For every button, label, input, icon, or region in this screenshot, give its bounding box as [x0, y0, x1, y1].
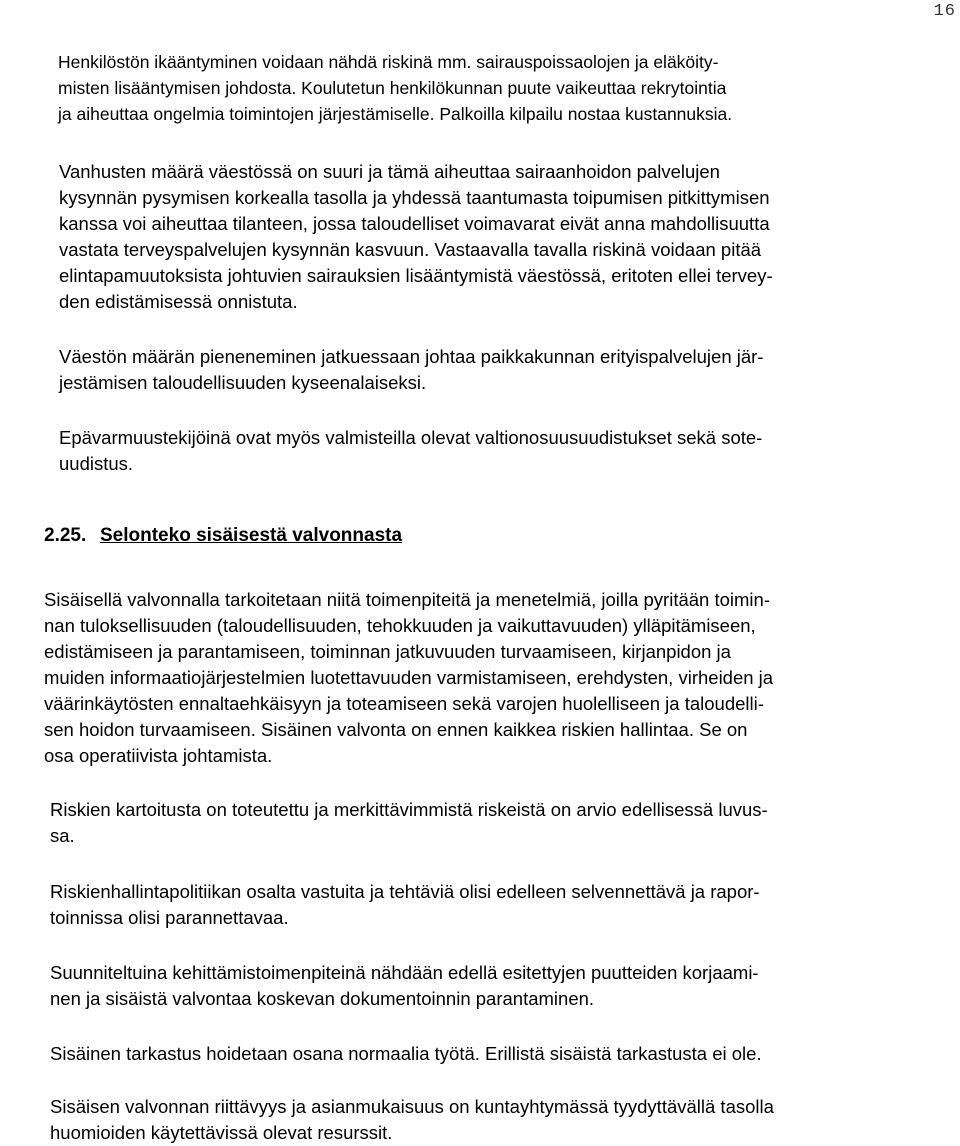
body-paragraph [50, 960, 759, 1012]
text-line: kanssa voi aiheuttaa tilanteen, jossa taloudelliset voimavarat eivät anna mahdollisuutta [59, 213, 770, 234]
text-line: Vanhusten määrä väestössä on suuri ja tämä aiheuttaa sairaanhoidon palvelujen [59, 161, 720, 182]
text-line: elintapamuutoksista johtuvien sairauksien lisääntymistä väestössä, eritoten ellei tervey- [59, 265, 773, 286]
text-line: Sisäinen tarkastus hoidetaan osana normaalia työtä. Erillistä sisäistä tarkastusta ei ole. [50, 1043, 762, 1064]
text-line: sa. [50, 825, 75, 846]
text-line: muiden informaatiojärjestelmien luotettavuuden varmistamiseen, erehdysten, virheiden ja [44, 667, 774, 688]
page-number: 16 [933, 2, 956, 21]
body-paragraph [59, 159, 773, 315]
text-line: Epävarmuustekijöinä ovat myös valmisteilla olevat valtionosuusuudistukset sekä sote- [59, 427, 763, 448]
text-line: Riskien kartoitusta on toteutettu ja merkittävimmistä riskeistä on arvio edellisessä luvus- [50, 799, 768, 820]
text-line: Sisäisen valvonnan riittävyys ja asianmukaisuus on kuntayhtymässä tyydyttävällä tasolla [50, 1096, 774, 1117]
text-line: Suunniteltuina kehittämistoimenpiteinä nähdään edellä esitettyjen puutteiden korjaami- [50, 962, 759, 983]
body-paragraph [50, 1041, 762, 1067]
text-line: vastata terveyspalvelujen kysynnän kasvuun. Vastaavalla tavalla riskinä voidaan pitää [59, 239, 762, 260]
text-line: uudistus. [59, 453, 134, 474]
text-line: misten lisääntymisen johdosta. Koulutetun henkilökunnan puute vaikeuttaa rekrytointia [58, 78, 727, 98]
text-line: nen ja sisäistä valvontaa koskevan dokumentoinnin parantaminen. [50, 988, 595, 1009]
text-line: osa operatiivista johtamista. [44, 745, 273, 766]
text-line: väärinkäytösten ennaltaehkäisyyn ja toteamiseen sekä varojen huolelliseen ja taloudelli- [44, 693, 764, 714]
text-line: ja aiheuttaa ongelmia toimintojen järjestämiselle. Palkoilla kilpailu nostaa kustannuksia. [58, 104, 733, 124]
text-line: Riskienhallintapolitiikan osalta vastuita ja tehtäviä olisi edelleen selvennettävä ja rapor- [50, 881, 760, 902]
body-paragraph [50, 879, 760, 931]
text-line: jestämisen taloudellisuuden kyseenalaiseksi. [59, 372, 427, 393]
text-line: den edistämisessä onnistuta. [59, 291, 298, 312]
text-line: edistämiseen ja parantamiseen, toiminnan jatkuvuuden turvaamiseen, kirjanpidon ja [44, 641, 731, 662]
text-line: nan tuloksellisuuden (taloudellisuuden, tehokkuuden ja vaikuttavuuden) ylläpitämiseen, [44, 615, 756, 636]
text-line: kysynnän pysymisen korkealla tasolla ja yhdessä taantumasta toipumisen pitkittymisen [59, 187, 770, 208]
body-paragraph [59, 344, 763, 396]
section-number: 2.25. [44, 525, 87, 546]
text-line: Sisäisellä valvonnalla tarkoitetaan niitä toimenpiteitä ja menetelmiä, joilla pyritään toimin- [44, 589, 770, 610]
body-paragraph [50, 1094, 774, 1146]
text-line: sen hoidon turvaamiseen. Sisäinen valvonta on ennen kaikkea riskien hallintaa. Se on [44, 719, 748, 740]
text-line: toinnissa olisi parannettavaa. [50, 907, 289, 928]
section-heading [44, 525, 402, 547]
text-line: huomioiden käytettävissä olevat resurssit. [50, 1122, 393, 1143]
body-paragraph [59, 425, 762, 477]
body-paragraph [44, 587, 773, 769]
intro-paragraph [58, 49, 732, 127]
body-paragraph [50, 797, 768, 849]
text-line: Väestön määrän pieneneminen jatkuessaan johtaa paikkakunnan erityispalvelujen jär- [59, 346, 764, 367]
section-title: Selonteko sisäisestä valvonnasta [100, 525, 403, 546]
text-line: Henkilöstön ikääntyminen voidaan nähdä riskinä mm. sairauspoissaolojen ja eläköity- [58, 52, 719, 72]
